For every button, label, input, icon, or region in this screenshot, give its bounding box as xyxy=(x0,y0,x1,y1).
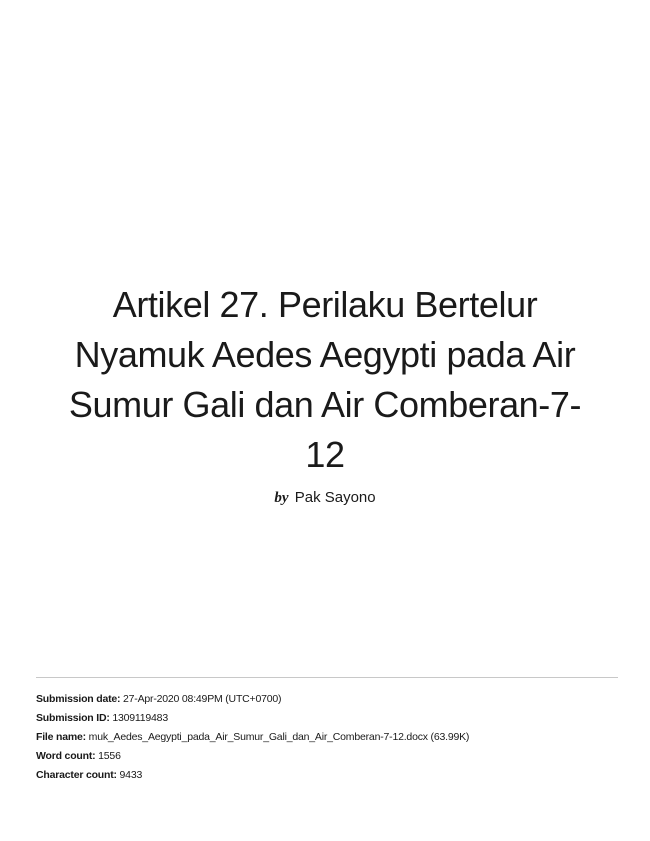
character-count-row xyxy=(36,766,626,785)
divider xyxy=(36,677,618,678)
word-count-row xyxy=(36,747,626,766)
by-label: by xyxy=(274,490,289,506)
meta-value: 1556 xyxy=(98,750,121,762)
title-line: Artikel 27. Perilaku Bertelur xyxy=(112,284,538,325)
title-line: Nyamuk Aedes Aegypti pada Air xyxy=(74,334,576,375)
meta-label: File name: xyxy=(36,731,86,743)
meta-label: Submission ID: xyxy=(36,712,110,724)
document-title xyxy=(20,280,630,480)
meta-label: Word count: xyxy=(36,750,96,762)
submission-id-row xyxy=(36,709,626,728)
meta-value: 9433 xyxy=(119,769,143,781)
meta-value: muk_Aedes_Aegypti_pada_Air_Sumur_Gali_dan_Air_Comberan-7-12.docx (63.99K) xyxy=(88,731,470,743)
file-name-row xyxy=(36,728,626,747)
meta-value: 1309119483 xyxy=(112,712,168,724)
meta-label: Submission date: xyxy=(36,693,121,705)
meta-label: Character count: xyxy=(36,769,117,781)
byline xyxy=(20,488,630,508)
title-block xyxy=(20,280,630,508)
submission-info xyxy=(36,690,626,785)
title-line: 12 xyxy=(305,434,345,475)
author-name: Pak Sayono xyxy=(294,489,376,506)
meta-value: 27-Apr-2020 08:49PM (UTC+0700) xyxy=(123,693,282,705)
title-line: Sumur Gali dan Air Comberan-7- xyxy=(68,384,582,425)
submission-date-row xyxy=(36,690,626,709)
